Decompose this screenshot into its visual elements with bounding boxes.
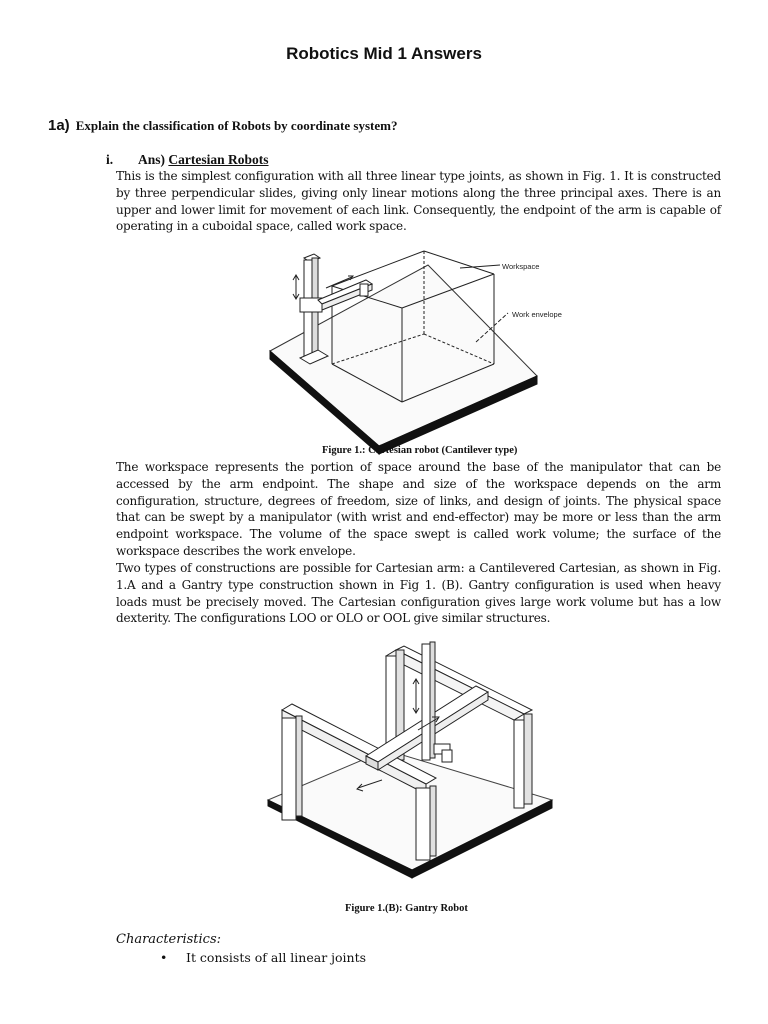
paragraph-intro: This is the simplest configuration with all three linear type joints, as shown in Fig. 1. It is constructed by three perpendicular slides, giving only linear motions along the three principal axes. There is an upper and lower limit for movement of each link. Consequently, the endpoint of the arm is capable of operating in a cuboidal space, called work space. [116,169,721,234]
characteristics-heading: Characteristics: [116,932,221,947]
question-text: Explain the classification of Robots by coordinate system? [75,118,398,133]
figure-caption-gantry: Figure 1.(B): Gantry Robot [345,903,468,914]
answer-prefix: Ans) [138,152,166,167]
paragraph-constructions: Two types of constructions are possible for Cartesian arm: a Cantilevered Cartesian, as shown in Fig. 1.A and a Gantry type construction shown in Fig 1. (B). Gantry configuration is used when heavy loads must be precisely moved. The Cartesian configuration gives large work volume but has a low dexterity. The configurations LOO or OLO or OOL give similar structures. [116,561,721,626]
page-title: Robotics Mid 1 Answers [286,44,482,63]
label-work-envelope: Work envelope [512,310,562,319]
roman-numeral: i. [106,152,114,167]
answer-heading [106,152,269,168]
question-1a [48,117,397,134]
bullet-symbol: • [160,950,168,965]
label-workspace: Workspace [502,262,540,271]
list-item [160,950,366,965]
question-number: 1a) [48,117,70,134]
list-item-text: It consists of all linear joints [186,950,367,965]
figure-cantilever-robot [262,246,562,458]
figure-caption-cantilever: Figure 1.: Cartesian robot (Cantilever type) [322,445,518,456]
paragraph-workspace: The workspace represents the portion of space around the base of the manipulator that can be accessed by the arm endpoint. The shape and size of the workspace depends on the arm configuration, structure, degrees of freedom, size of links, and design of joints. The physical space that can be swept by a manipulator (with wrist and end-effector) may be more or less than the arm endpoint workspace. The volume of the space swept is called work volume; the surface of the workspace describes the work envelope. [116,460,721,558]
section-heading-cartesian: Cartesian Robots [168,152,269,167]
figure-gantry-robot [262,638,562,900]
